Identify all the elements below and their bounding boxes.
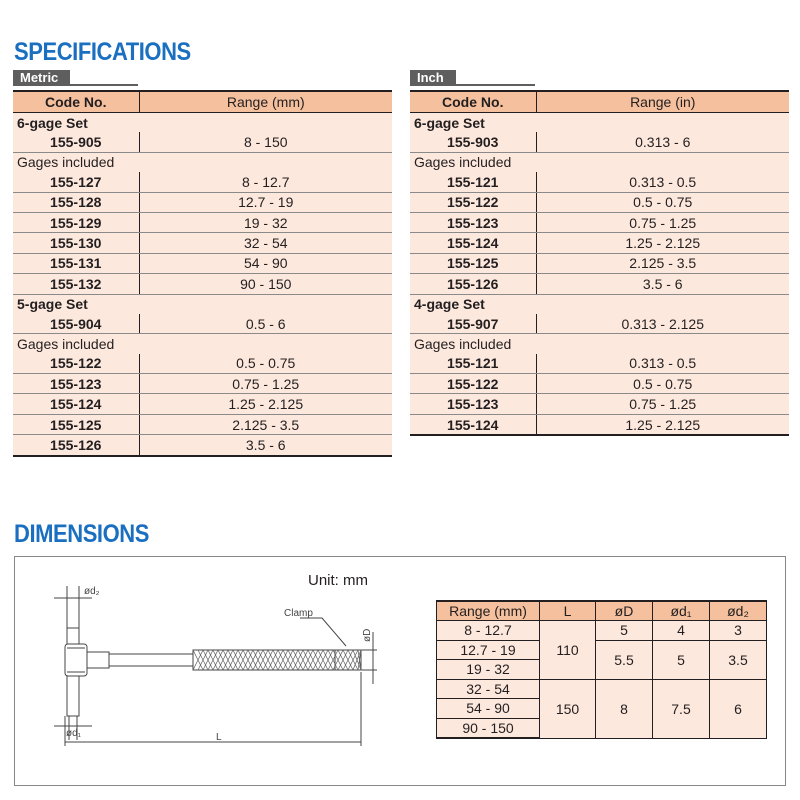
set-group-label: 4-gage Set <box>414 296 485 313</box>
d2-label: ød₂ <box>84 586 100 597</box>
range-cell: 1.25 - 2.125 <box>536 414 789 435</box>
set-group-label: 5-gage Set <box>17 296 88 313</box>
set-group-row <box>410 113 789 133</box>
dimensions-table <box>436 600 767 739</box>
range-cell: 0.313 - 6 <box>536 132 789 152</box>
code-cell: 155-907 <box>410 314 536 334</box>
gages-included-row <box>13 152 392 172</box>
code-cell: 155-124 <box>13 394 139 414</box>
d1-label: ød₁ <box>66 728 82 739</box>
dim-D-cell: 8 <box>596 679 653 738</box>
dim-range-cell: 32 - 54 <box>437 679 540 699</box>
dim-range-cell: 54 - 90 <box>437 699 540 719</box>
dim-range-cell: 12.7 - 19 <box>437 640 540 660</box>
range-cell: 8 - 150 <box>139 132 392 152</box>
gages-included-label: Gages included <box>414 154 512 171</box>
range-cell: 2.125 - 3.5 <box>139 414 392 434</box>
range-cell: 0.5 - 0.75 <box>139 354 392 374</box>
dim-d2-cell: 6 <box>710 679 767 738</box>
table-row <box>410 212 789 232</box>
dim-d1-cell: 4 <box>653 621 710 641</box>
code-cell: 155-124 <box>410 414 536 435</box>
range-cell: 54 - 90 <box>139 253 392 273</box>
table-row <box>13 314 392 334</box>
code-cell: 155-903 <box>410 132 536 152</box>
table-row <box>13 253 392 273</box>
metric-spec-table <box>13 90 392 457</box>
dim-range-cell: 8 - 12.7 <box>437 621 540 641</box>
table-row <box>410 192 789 212</box>
range-cell: 0.75 - 1.25 <box>536 212 789 232</box>
dim-d2-cell: 3.5 <box>710 640 767 679</box>
range-cell: 8 - 12.7 <box>139 172 392 192</box>
metric-tab <box>13 70 392 86</box>
table-row <box>13 435 392 456</box>
table-row <box>13 274 392 294</box>
code-cell: 155-129 <box>13 212 139 232</box>
range-cell: 0.313 - 0.5 <box>536 354 789 374</box>
range-cell: 0.5 - 0.75 <box>536 374 789 394</box>
code-cell: 155-124 <box>410 233 536 253</box>
table-row <box>410 394 789 414</box>
code-cell: 155-905 <box>13 132 139 152</box>
range-cell: 32 - 54 <box>139 233 392 253</box>
range-cell: 1.25 - 2.125 <box>139 394 392 414</box>
code-cell: 155-126 <box>410 274 536 294</box>
code-cell: 155-125 <box>13 414 139 434</box>
table-row <box>13 414 392 434</box>
code-cell: 155-123 <box>13 374 139 394</box>
metric-header-code: Code No. <box>13 91 139 113</box>
code-cell: 155-904 <box>13 314 139 334</box>
table-row <box>13 394 392 414</box>
dim-d1-cell: 5 <box>653 640 710 679</box>
metric-tab-label: Metric <box>13 70 70 86</box>
range-cell: 19 - 32 <box>139 212 392 232</box>
code-cell: 155-132 <box>13 274 139 294</box>
table-row <box>13 172 392 192</box>
set-group-label: 6-gage Set <box>414 114 485 131</box>
inch-tab <box>410 70 789 86</box>
table-row <box>13 233 392 253</box>
specifications-heading: SPECIFICATIONS <box>14 38 191 66</box>
dim-L-cell: 150 <box>540 679 596 738</box>
gages-included-label: Gages included <box>17 154 115 171</box>
dim-header-d1: ød₁ <box>653 601 710 621</box>
range-cell: 0.5 - 6 <box>139 314 392 334</box>
dim-header-range: Range (mm) <box>437 601 540 621</box>
range-cell: 0.5 - 0.75 <box>536 192 789 212</box>
set-group-label: 6-gage Set <box>17 114 88 131</box>
table-row <box>410 233 789 253</box>
neck <box>87 652 109 668</box>
dim-range-cell: 19 - 32 <box>437 660 540 680</box>
table-row <box>410 354 789 374</box>
set-group-row <box>410 294 789 314</box>
code-cell: 155-127 <box>13 172 139 192</box>
range-cell: 12.7 - 19 <box>139 192 392 212</box>
unit-label: Unit: mm <box>308 572 368 589</box>
code-cell: 155-122 <box>410 192 536 212</box>
range-cell: 1.25 - 2.125 <box>536 233 789 253</box>
code-cell: 155-131 <box>13 253 139 273</box>
table-row <box>13 212 392 232</box>
range-cell: 2.125 - 3.5 <box>536 253 789 273</box>
table-row <box>13 354 392 374</box>
dimensions-heading: DIMENSIONS <box>14 520 149 548</box>
inch-header-code: Code No. <box>410 91 536 113</box>
dim-range-cell: 90 - 150 <box>437 718 540 738</box>
range-cell: 3.5 - 6 <box>536 274 789 294</box>
clamp-leader <box>300 618 346 646</box>
D-label: øD <box>362 628 373 642</box>
gages-included-row <box>13 334 392 354</box>
inch-spec-table <box>410 90 789 436</box>
metric-header-range: Range (mm) <box>139 91 392 113</box>
table-row <box>410 132 789 152</box>
inch-header-range: Range (in) <box>536 91 789 113</box>
inch-tab-label: Inch <box>410 70 456 86</box>
range-cell: 0.75 - 1.25 <box>536 394 789 414</box>
table-row <box>410 253 789 273</box>
code-cell: 155-123 <box>410 212 536 232</box>
range-cell: 3.5 - 6 <box>139 435 392 456</box>
table-row <box>410 274 789 294</box>
dim-d2-cell: 3 <box>710 621 767 641</box>
code-cell: 155-125 <box>410 253 536 273</box>
table-row <box>13 192 392 212</box>
code-cell: 155-130 <box>13 233 139 253</box>
t-head-body <box>65 644 87 676</box>
range-cell: 0.313 - 2.125 <box>536 314 789 334</box>
code-cell: 155-122 <box>13 354 139 374</box>
table-row <box>410 414 789 435</box>
code-cell: 155-126 <box>13 435 139 456</box>
table-row <box>13 374 392 394</box>
gages-included-label: Gages included <box>414 335 512 352</box>
code-cell: 155-122 <box>410 374 536 394</box>
range-cell: 0.75 - 1.25 <box>139 374 392 394</box>
dim-D-cell: 5.5 <box>596 640 653 679</box>
gages-included-row <box>410 152 789 172</box>
table-row <box>410 374 789 394</box>
dim-L-cell: 110 <box>540 621 596 680</box>
code-cell: 155-123 <box>410 394 536 414</box>
code-cell: 155-121 <box>410 354 536 374</box>
code-cell: 155-128 <box>13 192 139 212</box>
gages-included-row <box>410 334 789 354</box>
table-row <box>13 132 392 152</box>
telescoping-gauge-drawing <box>40 580 380 750</box>
L-label: L <box>216 732 222 743</box>
range-cell: 0.313 - 0.5 <box>536 172 789 192</box>
dim-D-cell: 5 <box>596 621 653 641</box>
dim-d1-cell: 7.5 <box>653 679 710 738</box>
range-cell: 90 - 150 <box>139 274 392 294</box>
table-row <box>410 314 789 334</box>
dim-header-D: øD <box>596 601 653 621</box>
set-group-row <box>13 113 392 133</box>
gages-included-label: Gages included <box>17 335 115 352</box>
table-row <box>410 172 789 192</box>
shaft <box>109 654 193 666</box>
dim-header-d2: ød₂ <box>710 601 767 621</box>
code-cell: 155-121 <box>410 172 536 192</box>
clamp-label: Clamp <box>284 608 313 619</box>
set-group-row <box>13 294 392 314</box>
dim-header-L: L <box>540 601 596 621</box>
